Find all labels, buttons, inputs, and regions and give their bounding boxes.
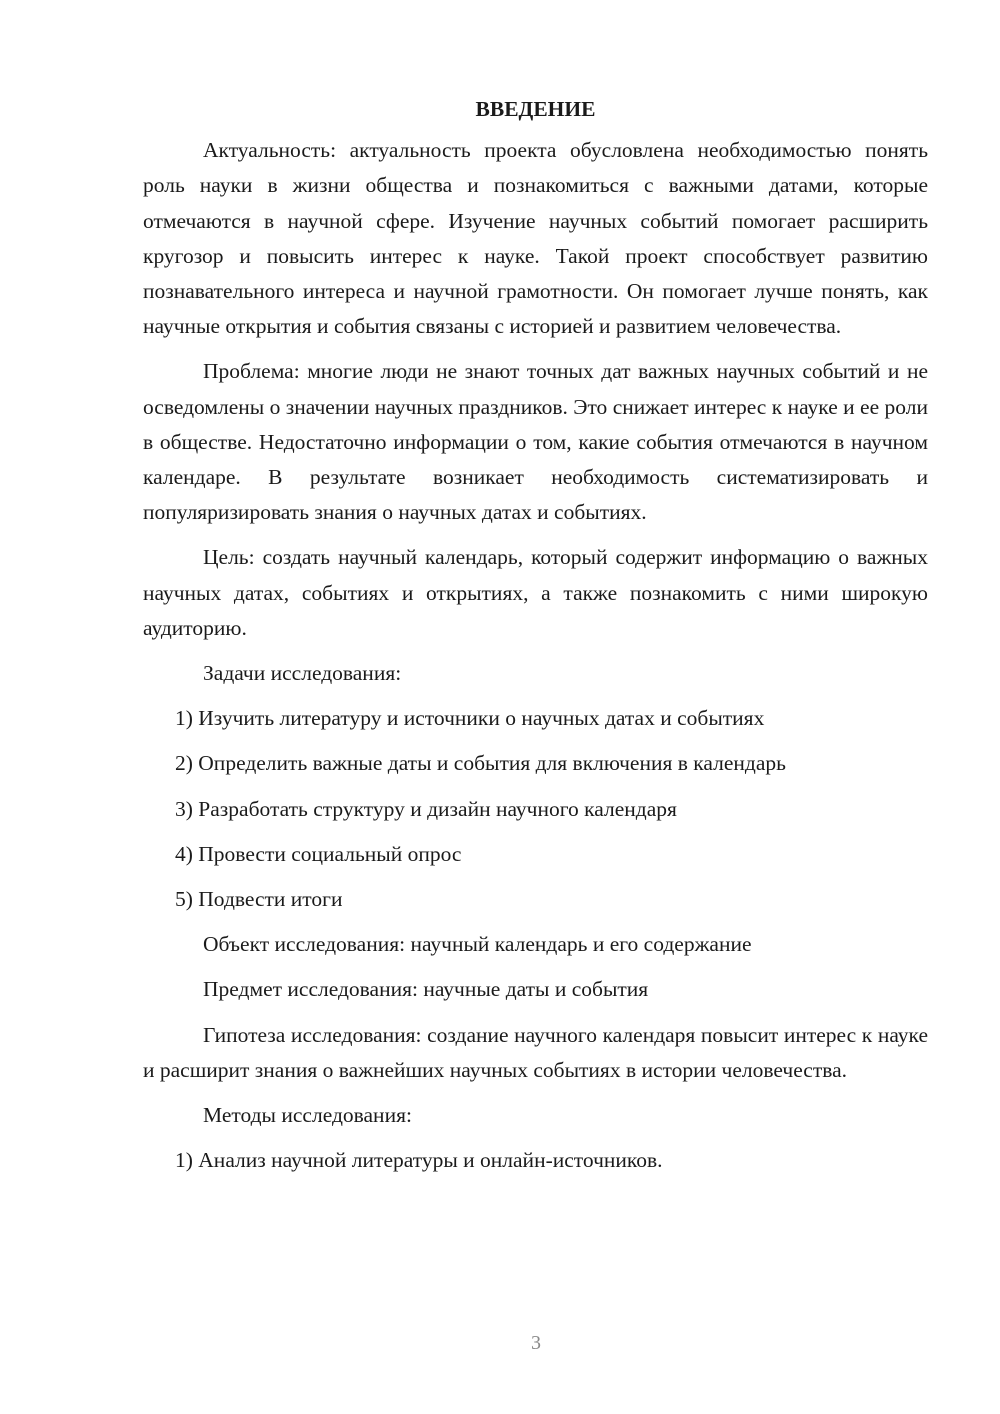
- hypothesis-paragraph: Гипотеза исследования: создание научного календаря повысит интерес к науке и расширит знания о важнейших научных событиях в истории человечества.: [143, 1022, 928, 1082]
- relevance-paragraph: Актуальность: актуальность проекта обусловлена необходимостью понять роль науки в жизни общества и познакомиться с важными датами, которые отмечаются в научной сфере. Изучение научных событий помогает расширить кругозор и повысить интерес к науке. Такой проект способствует развитию познавательного интереса и научной грамотности. Он помогает лучше понять, как научные открытия и события связаны с историей и развитием человечества.: [143, 138, 928, 339]
- methods-title: Методы исследования:: [203, 1103, 412, 1128]
- list-item: 5) Подвести итоги: [175, 887, 343, 912]
- subject-line: Предмет исследования: научные даты и события: [203, 977, 649, 1002]
- list-item: 3) Разработать структуру и дизайн научного календаря: [175, 796, 677, 821]
- list-item: 2) Определить важные даты и события для включения в календарь: [175, 751, 786, 776]
- goal-paragraph: Цель: создать научный календарь, который содержит информацию о важных научных датах, событиях и открытиях, а также познакомить с ними широкую аудиторию.: [143, 545, 928, 640]
- methods-list: [143, 1143, 928, 1178]
- tasks-list: [143, 701, 928, 917]
- list-item: 4) Провести социальный опрос: [175, 841, 462, 866]
- document-page: [143, 92, 928, 1188]
- page-number: 3: [531, 1332, 541, 1354]
- page-title: ВВЕДЕНИЕ: [475, 97, 596, 121]
- tasks-title: Задачи исследования:: [203, 661, 402, 686]
- object-line: Объект исследования: научный календарь и его содержание: [203, 932, 752, 957]
- list-item: 1) Изучить литературу и источники о научных датах и событиях: [175, 706, 765, 731]
- problem-paragraph: Проблема: многие люди не знают точных дат важных научных событий и не осведомлены о значении научных праздников. Это снижает интерес к науке и ее роли в обществе. Недостаточно информации о том, какие события отмечаются в научном календаре. В результате возникает необходимость систематизировать и популяризировать знания о научных датах и событиях.: [143, 359, 928, 525]
- list-item: 1) Анализ научной литературы и онлайн-источников.: [175, 1148, 663, 1173]
